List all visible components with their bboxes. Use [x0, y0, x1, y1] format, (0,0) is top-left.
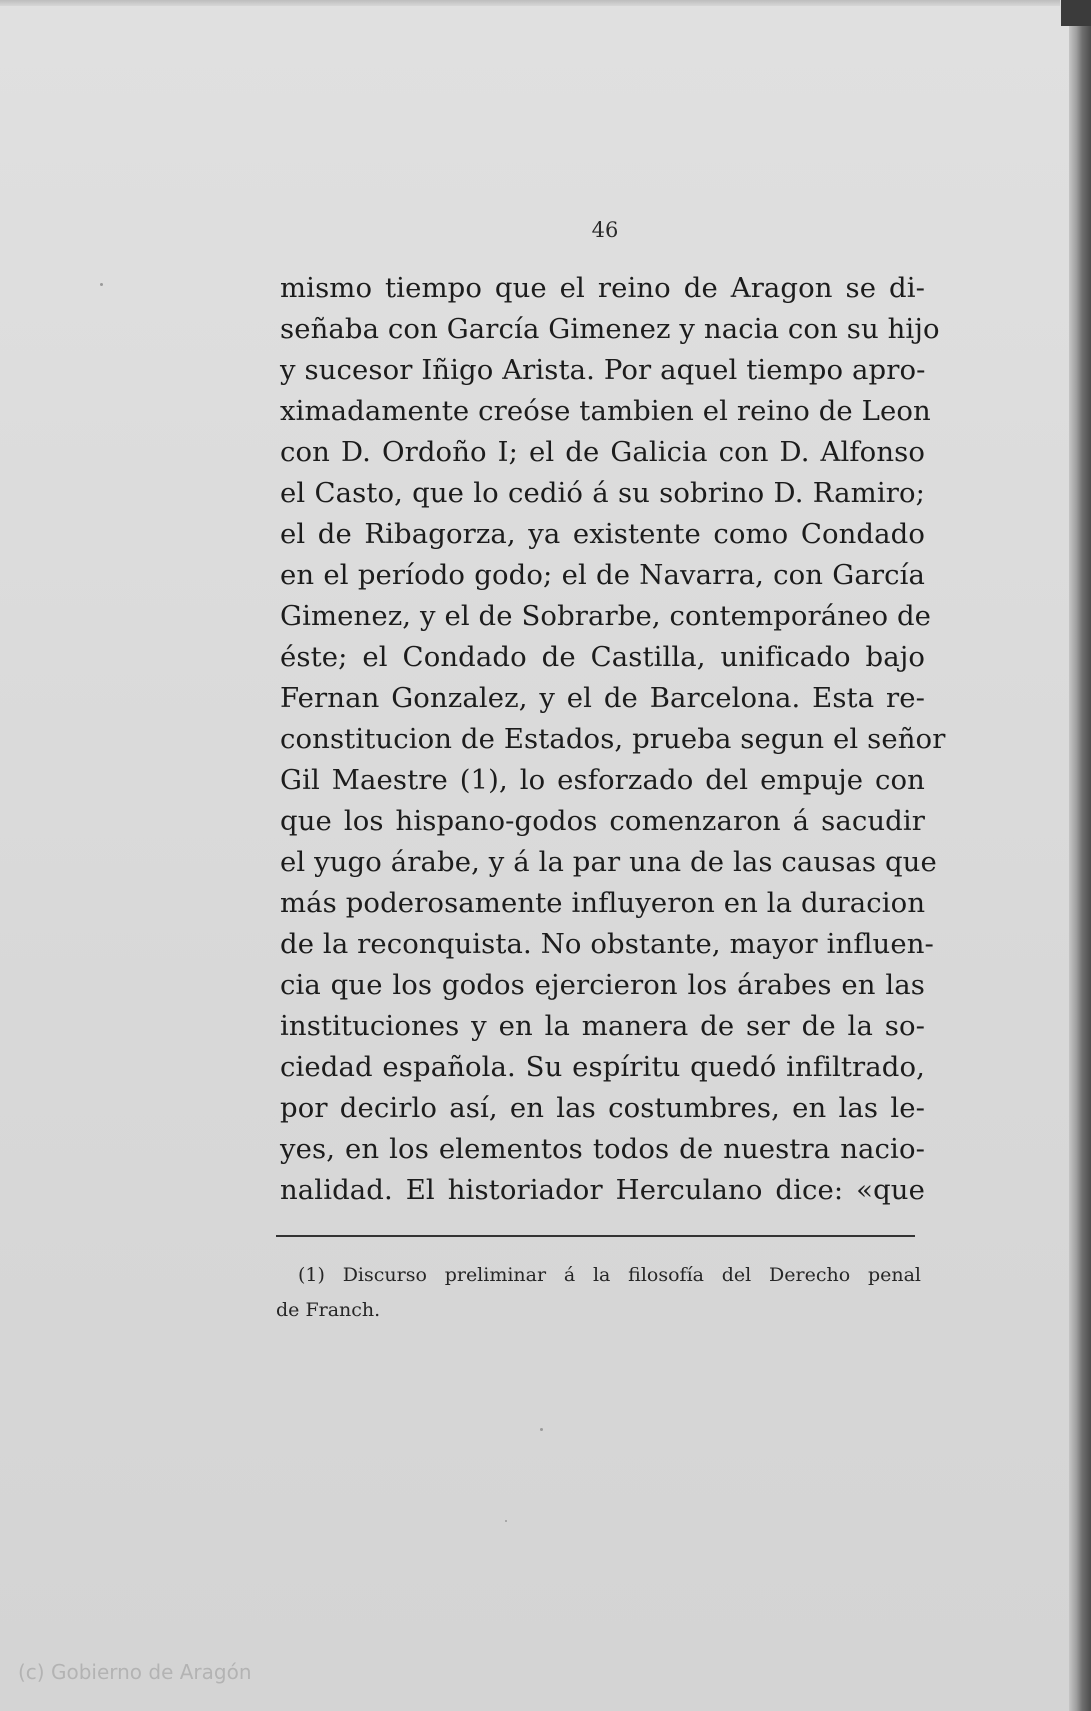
text-line: mismo tiempo que el reino de Aragon se di-	[280, 272, 925, 304]
text-line: nalidad. El historiador Herculano dice: «que	[280, 1174, 925, 1206]
page-number: 46	[591, 218, 619, 242]
page-binding-edge	[1069, 0, 1091, 1711]
text-line: ximadamente creóse tambien el reino de Leon	[280, 395, 931, 427]
text-line: y sucesor Iñigo Arista. Por aquel tiempo apro-	[280, 354, 926, 386]
footnote-line: (1) Discurso preliminar á la filosofía del Derecho penal	[298, 1264, 921, 1286]
text-line: constitucion de Estados, prueba segun el señor	[280, 723, 946, 755]
text-line: que los hispano-godos comenzaron á sacudir	[280, 805, 925, 837]
text-line: de la reconquista. No obstante, mayor influen-	[280, 928, 934, 960]
text-line: el Casto, que lo cedió á su sobrino D. Ramiro;	[280, 477, 925, 509]
text-line: más poderosamente influyeron en la duracion	[280, 887, 926, 919]
paper-speck	[100, 283, 103, 286]
footnote-line: de Franch.	[276, 1299, 381, 1321]
text-line: en el período godo; el de Navarra, con García	[280, 559, 925, 591]
footnote-divider	[276, 1235, 915, 1237]
text-line: el de Ribagorza, ya existente como Condado	[280, 518, 925, 550]
scan-corner	[1061, 0, 1091, 26]
text-line: el yugo árabe, y á la par una de las causas que	[280, 846, 937, 878]
text-line: señaba con García Gimenez y nacia con su hijo	[280, 313, 940, 345]
page-top-edge	[0, 0, 1060, 6]
text-line: yes, en los elementos todos de nuestra nacio-	[280, 1133, 925, 1165]
text-line: por decirlo así, en las costumbres, en las le-	[280, 1092, 925, 1124]
text-line: Gimenez, y el de Sobrarbe, contemporáneo de	[280, 600, 932, 632]
text-line: con D. Ordoño I; el de Galicia con D. Alfonso	[280, 436, 925, 468]
text-line: cia que los godos ejercieron los árabes en las	[280, 969, 925, 1001]
text-line: éste; el Condado de Castilla, unificado bajo	[280, 641, 925, 673]
body-text	[280, 268, 946, 1211]
footnote	[276, 1258, 921, 1328]
text-line: instituciones y en la manera de ser de la so-	[280, 1010, 925, 1042]
text-line: Fernan Gonzalez, y el de Barcelona. Esta re-	[280, 682, 925, 714]
text-line: ciedad española. Su espíritu quedó infiltrado,	[280, 1051, 925, 1083]
paper-speck	[505, 1520, 507, 1522]
paper-speck	[540, 1428, 543, 1431]
text-line: Gil Maestre (1), lo esforzado del empuje con	[280, 764, 925, 796]
copyright-watermark: (c) Gobierno de Aragón	[18, 1660, 252, 1684]
